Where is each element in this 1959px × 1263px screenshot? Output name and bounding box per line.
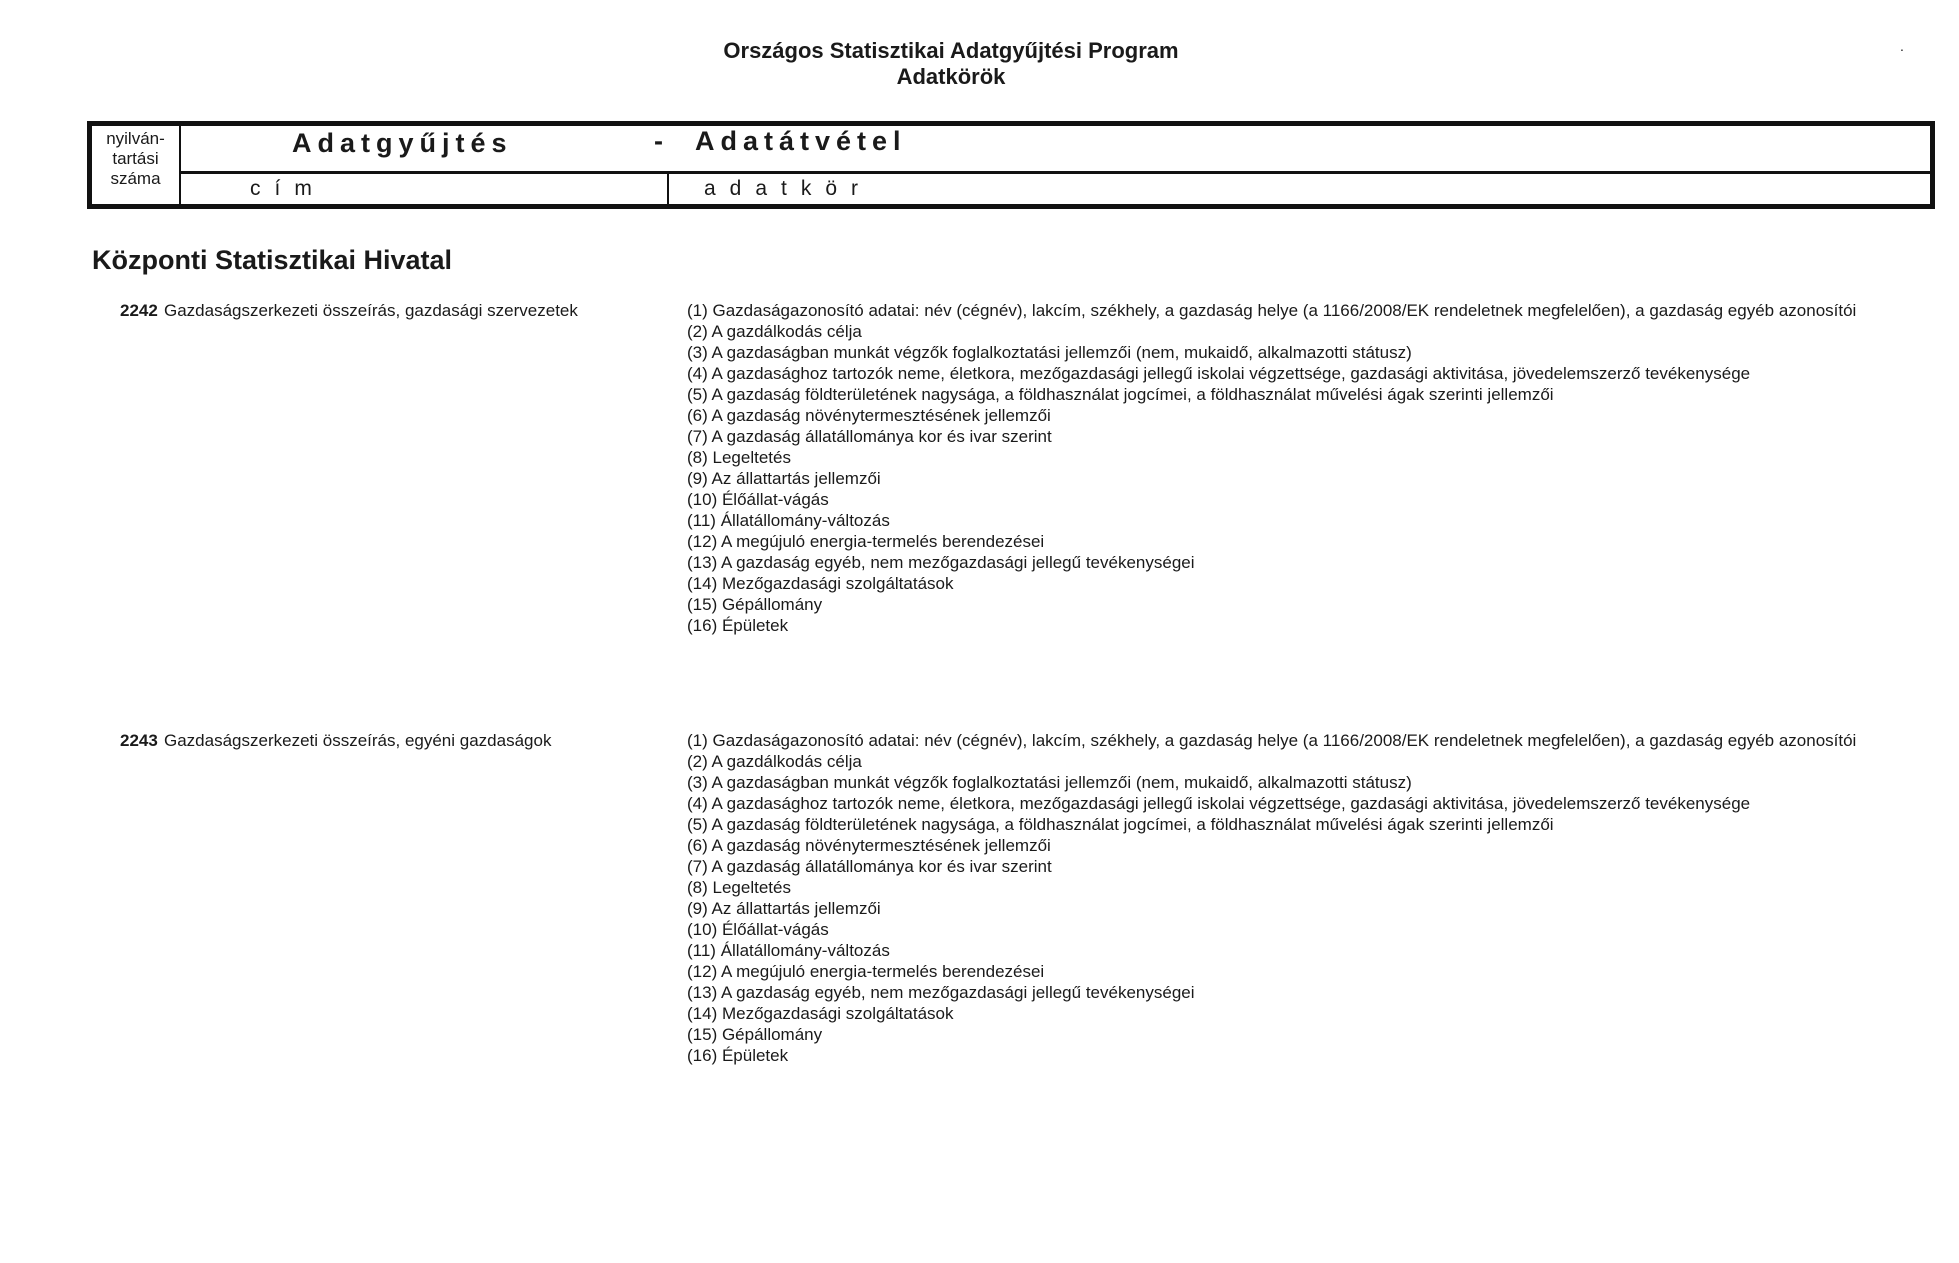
data-scope-item: (13) A gazdaság egyéb, nem mezőgazdasági jellegű tevékenységei [687,553,1195,572]
data-scope-item: (3) A gazdaságban munkát végzők foglalkoztatási jellemzői (nem, mukaidő, alkalmazotti státusz) [687,773,1412,792]
entry-data-scope-list [687,730,1857,1066]
data-scope-item: (2) A gazdálkodás célja [687,322,862,341]
page-title [0,38,1902,90]
organization-heading: Központi Statisztikai Hivatal [92,245,453,275]
entry-title: Gazdaságszerkezeti összeírás, gazdasági szervezetek [164,301,578,320]
data-scope-item: (6) A gazdaság növénytermesztésének jellemzői [687,836,1051,855]
data-scope-item: (6) A gazdaság növénytermesztésének jellemzői [687,406,1051,425]
header-data-scope-column: adatkör [704,177,873,200]
data-scope-item: (8) Legeltetés [687,878,791,897]
reg-label-line-1: nyilván- [106,129,165,148]
data-scope-item: (5) A gazdaság földterületének nagysága, a földhasználat jogcímei, a földhasználat művelési ágak szerinti jellemzői [687,385,1554,404]
data-scope-item: (16) Épületek [687,616,789,635]
data-scope-item: (7) A gazdaság állatállománya kor és ivar szerint [687,857,1052,876]
column-header-box [87,121,1935,209]
header-data-transfer: - Adatátvétel [654,126,907,156]
data-scope-item: (13) A gazdaság egyéb, nem mezőgazdasági jellegű tevékenységei [687,983,1195,1002]
data-scope-item: (15) Gépállomány [687,595,823,614]
data-scope-item: (11) Állatállomány-változás [687,941,890,960]
title-line-2: Adatkörök [896,64,1006,89]
data-scope-item: (5) A gazdaság földterületének nagysága, a földhasználat jogcímei, a földhasználat művelési ágak szerinti jellemzői [687,815,1554,834]
data-scope-item: (2) A gazdálkodás célja [687,752,862,771]
corner-mark: . [1900,38,1904,54]
reg-label-line-3: száma [110,169,161,188]
header-title-column: cím [250,177,326,200]
data-scope-item: (8) Legeltetés [687,448,791,467]
data-scope-item: (16) Épületek [687,1046,789,1065]
data-scope-item: (12) A megújuló energia-termelés berendezései [687,962,1045,981]
data-scope-item: (7) A gazdaság állatállománya kor és ivar szerint [687,427,1052,446]
header-data-collection: Adatgyűjtés [292,128,513,158]
data-scope-item: (9) Az állattartás jellemzői [687,899,881,918]
data-scope-item: (15) Gépállomány [687,1025,823,1044]
data-scope-item: (1) Gazdaságazonosító adatai: név (cégnév), lakcím, székhely, a gazdaság helye (a 1166/2008/EK rendeletnek megfelelően), a gazdaság egyéb azonosítói [687,301,1857,320]
data-scope-item: (4) A gazdasághoz tartozók neme, életkora, mezőgazdasági jellegű iskolai végzettsége, gazdasági aktivitása, jövedelemszerző tevékenysége [687,364,1751,383]
data-scope-item: (4) A gazdasághoz tartozók neme, életkora, mezőgazdasági jellegű iskolai végzettsége, gazdasági aktivitása, jövedelemszerző tevékenysége [687,794,1751,813]
reg-label-line-2: tartási [112,149,159,168]
registration-number-label [92,129,179,189]
entry-number: 2243 [120,731,158,750]
data-scope-item: (11) Állatállomány-változás [687,511,890,530]
data-scope-item: (1) Gazdaságazonosító adatai: név (cégnév), lakcím, székhely, a gazdaság helye (a 1166/2008/EK rendeletnek megfelelően), a gazdaság egyéb azonosítói [687,731,1857,750]
data-scope-item: (12) A megújuló energia-termelés berendezései [687,532,1045,551]
data-scope-item: (9) Az állattartás jellemzői [687,469,881,488]
data-scope-item: (3) A gazdaságban munkát végzők foglalkoztatási jellemzői (nem, mukaidő, alkalmazotti státusz) [687,343,1412,362]
header-divider-vertical [179,126,181,204]
entry-number: 2242 [120,301,158,320]
data-scope-item: (14) Mezőgazdasági szolgáltatások [687,574,954,593]
title-line-1: Országos Statisztikai Adatgyűjtési Program [723,38,1179,63]
data-scope-item: (10) Élőállat-vágás [687,920,829,939]
entry-data-scope-list [687,300,1857,636]
entry-title: Gazdaságszerkezeti összeírás, egyéni gazdaságok [164,731,552,750]
data-scope-item: (10) Élőállat-vágás [687,490,829,509]
header-divider-vertical-sub [667,173,669,204]
data-scope-item: (14) Mezőgazdasági szolgáltatások [687,1004,954,1023]
header-divider-horizontal [181,171,1930,174]
